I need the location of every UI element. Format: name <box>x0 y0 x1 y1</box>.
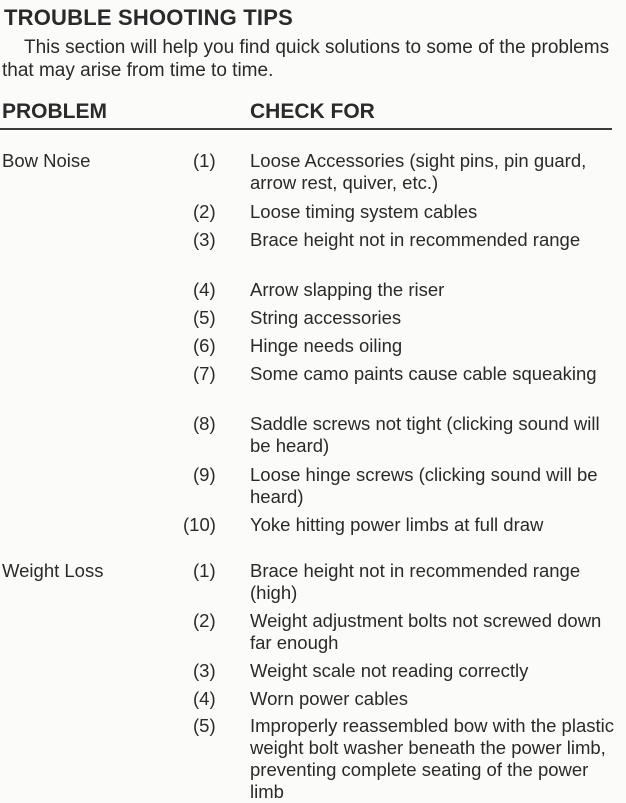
item-text: Weight scale not reading correctly <box>250 660 529 681</box>
item-number: (2) <box>193 610 216 631</box>
problem-label: Bow Noise <box>2 150 91 171</box>
page-title: TROUBLE SHOOTING TIPS <box>4 5 293 30</box>
column-header-problem: PROBLEM <box>2 100 107 123</box>
item-number: (3) <box>193 660 216 681</box>
item-text: Some camo paints cause cable squeaking <box>250 363 597 384</box>
item-text: Hinge needs oiling <box>250 335 403 356</box>
item-number: (9) <box>193 464 216 485</box>
item-text: Loose hinge screws (clicking sound will be heard) <box>250 464 598 507</box>
item-text: Loose Accessories (sight pins, pin guard, arrow rest, quiver, etc.) <box>250 150 587 193</box>
item-number: (2) <box>193 201 216 222</box>
item-number: (8) <box>193 413 216 434</box>
item-number: (4) <box>193 688 216 709</box>
item-text: Improperly reassembled bow with the plastic weight bolt washer beneath the power limb, preventing complete seating of the power limb <box>250 715 614 802</box>
item-number: (1) <box>193 560 216 581</box>
column-header-check-for: CHECK FOR <box>250 100 375 123</box>
item-text: Loose timing system cables <box>250 201 478 222</box>
item-number: (6) <box>193 335 216 356</box>
item-text: Brace height not in recommended range <box>250 229 581 250</box>
item-text: Brace height not in recommended range (high) <box>250 560 581 603</box>
item-text: Yoke hitting power limbs at full draw <box>250 514 544 535</box>
item-number: (7) <box>193 363 216 384</box>
item-text: Saddle screws not tight (clicking sound will be heard) <box>250 413 600 456</box>
item-text: Worn power cables <box>250 688 409 709</box>
intro-paragraph: This section will help you find quick solutions to some of the problems that may arise from time to time. <box>2 37 610 81</box>
item-text: String accessories <box>250 307 402 328</box>
item-number: (5) <box>193 307 216 328</box>
item-number: (1) <box>193 150 216 171</box>
item-number: (5) <box>193 715 216 736</box>
item-number: (10) <box>183 514 216 535</box>
item-number: (4) <box>193 279 216 300</box>
item-text: Arrow slapping the riser <box>250 279 445 300</box>
header-divider <box>0 128 612 130</box>
item-text: Weight adjustment bolts not screwed down far enough <box>250 610 602 653</box>
problem-label: Weight Loss <box>2 560 104 581</box>
item-number: (3) <box>193 229 216 250</box>
